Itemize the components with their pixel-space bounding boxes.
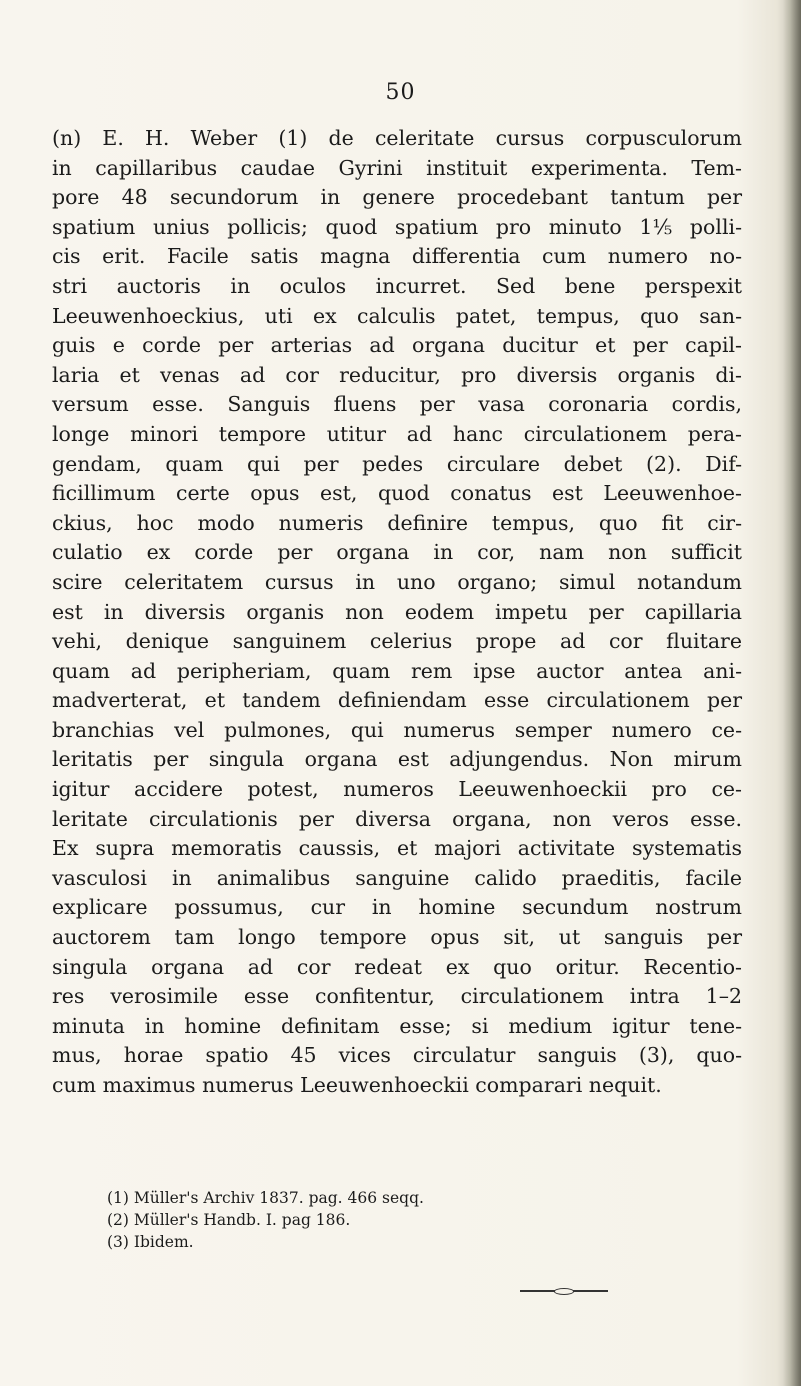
text-line: madverterat, et tandem definiendam esse circulationem per bbox=[52, 688, 742, 713]
footnotes bbox=[107, 1187, 747, 1253]
text-line: minuta in homine definitam esse; si medium igitur tene- bbox=[52, 1013, 742, 1038]
ornamental-divider bbox=[520, 1288, 608, 1294]
page-number: 50 bbox=[385, 80, 416, 105]
text-line: est in diversis organis non eodem impetu per capillaria bbox=[52, 599, 742, 624]
text-line: longe minori tempore utitur ad hanc circulationem pera- bbox=[52, 421, 742, 446]
text-line: singula organa ad cor redeat ex quo oritur. Recentio- bbox=[52, 954, 742, 979]
text-line: vasculosi in animalibus sanguine calido praeditis, facile bbox=[52, 865, 742, 890]
text-line: spatium unius pollicis; quod spatium pro minuto 1⅕ polli- bbox=[52, 214, 742, 239]
footnote-2: (2) Müller's Handb. I. pag 186. bbox=[107, 1211, 351, 1229]
text-line: auctorem tam longo tempore opus sit, ut sanguis per bbox=[52, 925, 742, 950]
text-line: Leeuwenhoeckius, uti ex calculis patet, tempus, quo san- bbox=[52, 303, 742, 328]
text-line: scire celeritatem cursus in uno organo; simul notandum bbox=[52, 569, 742, 594]
text-line: ficillimum certe opus est, quod conatus est Leeuwenhoe- bbox=[52, 481, 742, 506]
text-line: explicare possumus, cur in homine secundum nostrum bbox=[52, 895, 742, 920]
text-line: igitur accidere potest, numeros Leeuwenhoeckii pro ce- bbox=[52, 777, 742, 802]
footnote-3: (3) Ibidem. bbox=[107, 1233, 194, 1251]
text-line: ckius, hoc modo numeris definire tempus, quo fit cir- bbox=[52, 510, 742, 535]
text-line: branchias vel pulmones, qui numerus semper numero ce- bbox=[52, 717, 742, 742]
text-line: cum maximus numerus Leeuwenhoeckii comparari nequit. bbox=[52, 1073, 662, 1097]
text-line: laria et venas ad cor reducitur, pro diversis organis di- bbox=[52, 362, 742, 387]
text-line: res verosimile esse confitentur, circulationem intra 1–2 bbox=[52, 984, 742, 1009]
text-line: mus, horae spatio 45 vices circulatur sanguis (3), quo- bbox=[52, 1043, 742, 1068]
text-line: quam ad peripheriam, quam rem ipse auctor antea ani- bbox=[52, 658, 742, 683]
text-line: Ex supra memoratis caussis, et majori activitate systematis bbox=[52, 836, 742, 861]
text-line: cis erit. Facile satis magna differentia cum numero no- bbox=[52, 244, 742, 269]
text-line: culatio ex corde per organa in cor, nam non sufficit bbox=[52, 540, 742, 565]
page-edge-shadow bbox=[783, 0, 801, 1386]
text-line: pore 48 secundorum in genere procedebant tantum per bbox=[52, 185, 742, 210]
text-line: stri auctoris in oculos incurret. Sed bene perspexit bbox=[52, 273, 742, 298]
body-paragraph bbox=[52, 124, 742, 1101]
text-line: leritate circulationis per diversa organa, non veros esse. bbox=[52, 806, 742, 831]
text-line: versum esse. Sanguis fluens per vasa coronaria cordis, bbox=[52, 392, 742, 417]
text-line: in capillaribus caudae Gyrini instituit experimenta. Tem- bbox=[52, 155, 742, 180]
text-line: vehi, denique sanguinem celerius prope ad cor fluitare bbox=[52, 629, 742, 654]
text-line: gendam, quam qui per pedes circulare debet (2). Dif- bbox=[52, 451, 742, 476]
divider-ornament bbox=[554, 1288, 574, 1295]
text-line: leritatis per singula organa est adjungendus. Non mirum bbox=[52, 747, 742, 772]
text-line: (n) E. H. Weber (1) de celeritate cursus corpusculorum bbox=[52, 126, 742, 150]
footnote-1: (1) Müller's Archiv 1837. pag. 466 seqq. bbox=[107, 1189, 424, 1207]
text-line: guis e corde per arterias ad organa ducitur et per capil- bbox=[52, 333, 742, 358]
